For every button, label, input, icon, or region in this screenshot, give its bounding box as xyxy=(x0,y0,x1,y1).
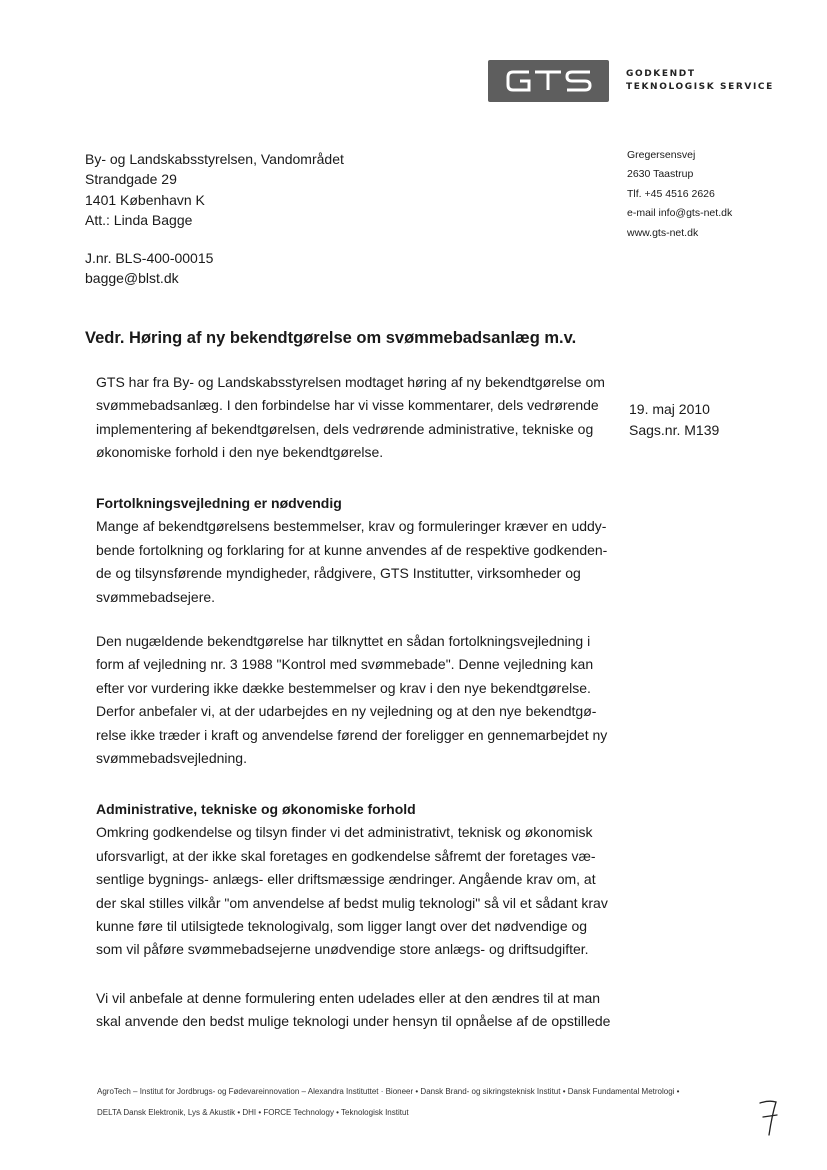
sender-phone: Tlf. +45 4516 2626 xyxy=(627,187,715,200)
letter-date: 19. maj 2010 xyxy=(629,401,710,417)
body-line: Derfor anbefaler vi, at der udarbejdes en ny vejledning og at den nye bekendtgø- xyxy=(96,703,597,720)
intro-paragraph xyxy=(96,371,626,465)
sender-address xyxy=(627,146,732,243)
journal-number: J.nr. BLS-400-00015 xyxy=(85,250,214,266)
body-line: Den nugældende bekendtgørelse har tilknyttet en sådan fortolkningsvejledning i xyxy=(96,633,591,649)
body-line: efter vor vurdering ikke dække bestemmelser og krav i den nye bekendtgørelse. xyxy=(96,679,591,696)
body-line: svømmebadsvejledning. xyxy=(96,750,247,767)
paragraph-anbefaling xyxy=(96,987,626,1034)
body-line: form af vejledning nr. 3 1988 "Kontrol med svømmebade". Denne vejledning kan xyxy=(96,656,594,673)
body-line: Vi vil anbefale at denne formulering enten udelades eller at den ændres til at man xyxy=(96,990,601,1006)
recipient-line: Att.: Linda Bagge xyxy=(85,211,193,228)
gts-logo-mark xyxy=(505,68,593,94)
section-administrative xyxy=(96,798,626,962)
body-line: der skal stilles vilkår "om anvendelse af bedst mulig teknologi" så vil et sådant krav xyxy=(96,894,608,911)
body-line: svømmebadsanlæg. I den forbindelse har vi visse kommentarer, dels vedrørende xyxy=(96,397,599,414)
sender-website: www.gts-net.dk xyxy=(627,226,699,239)
recipient-email: bagge@blst.dk xyxy=(85,270,179,286)
body-line: GTS har fra By- og Landskabsstyrelsen modtaget høring af ny bekendtgørelse om xyxy=(96,374,605,390)
body-line: økonomiske forhold i den nye bekendtgørelse. xyxy=(96,444,384,461)
recipient-line: By- og Landskabsstyrelsen, Vandområdet xyxy=(85,151,344,167)
body-line: kunne føre til utilsigtede teknologivalg, som ligger langt over det nødvendige og xyxy=(96,918,588,935)
body-line: de og tilsynsførende myndigheder, rådgivere, GTS Institutter, virksomheder og xyxy=(96,565,581,582)
body-line: implementering af bekendtgørelsen, dels vedrørende administrative, tekniske og xyxy=(96,420,594,437)
logo-tagline-line: TEKNOLOGISK SERVICE xyxy=(626,82,774,92)
gts-logo xyxy=(488,60,609,102)
body-line: svømmebadsejere. xyxy=(96,588,216,605)
reference-block xyxy=(85,248,213,288)
body-line: Omkring godkendelse og tilsyn finder vi det administrativt, teknisk og økonomisk xyxy=(96,824,593,841)
recipient-line: 1401 København K xyxy=(85,191,205,208)
sender-street: Gregersensvej xyxy=(627,149,696,161)
body-line: sentlige bygnings- anlægs- eller driftsmæssige ændringer. Angående krav om, at xyxy=(96,871,596,888)
logo-tagline xyxy=(626,68,774,94)
handwritten-page-number xyxy=(757,1097,781,1142)
recipient-address xyxy=(85,149,344,230)
body-line: relse ikke træder i kraft og anvendelse førend der foreligger en gennemarbejdet ny xyxy=(96,726,608,743)
paragraph-vejledning xyxy=(96,630,626,770)
handwritten-seven xyxy=(757,1097,781,1137)
body-line: bende fortolkning og forklaring for at kunne anvendes af de respektive godkenden- xyxy=(96,541,608,558)
sender-city: 2630 Taastrup xyxy=(627,168,694,181)
letter-meta xyxy=(629,399,719,440)
sender-email: e-mail info@gts-net.dk xyxy=(627,207,733,220)
footer-line: AgroTech – Institut for Jordbrugs- og Fødevareinnovation – Alexandra Instituttet · Bioneer • Dansk Brand- og sikringsteknisk Institut • Dansk Fundamental Metrologi • xyxy=(97,1087,680,1096)
case-number: Sags.nr. M139 xyxy=(629,421,720,438)
footer-line: DELTA Dansk Elektronik, Lys & Akustik • DHI • FORCE Technology • Teknologisk Institut xyxy=(97,1108,409,1117)
section-heading: Administrative, tekniske og økonomiske forhold xyxy=(96,801,416,817)
recipient-line: Strandgade 29 xyxy=(85,171,177,188)
section-heading: Fortolkningsvejledning er nødvendig xyxy=(96,495,342,511)
section-fortolkning xyxy=(96,492,626,609)
body-line: uforsvarligt, at der ikke skal foretages en godkendelse såfremt der foretages væ- xyxy=(96,847,596,864)
body-line: Mange af bekendtgørelsens bestemmelser, krav og formuleringer kræver en uddy- xyxy=(96,518,607,535)
body-line: skal anvende den bedst mulige teknologi under hensyn til opnåelse af de opstillede xyxy=(96,1013,611,1030)
letter-subject: Vedr. Høring af ny bekendtgørelse om svømmebadsanlæg m.v. xyxy=(85,329,577,347)
logo-tagline-line: GODKENDT xyxy=(626,69,696,79)
footer-institutes xyxy=(97,1081,679,1123)
body-line: som vil påføre svømmebadsejerne unødvendige store anlægs- og driftsudgifter. xyxy=(96,941,589,958)
